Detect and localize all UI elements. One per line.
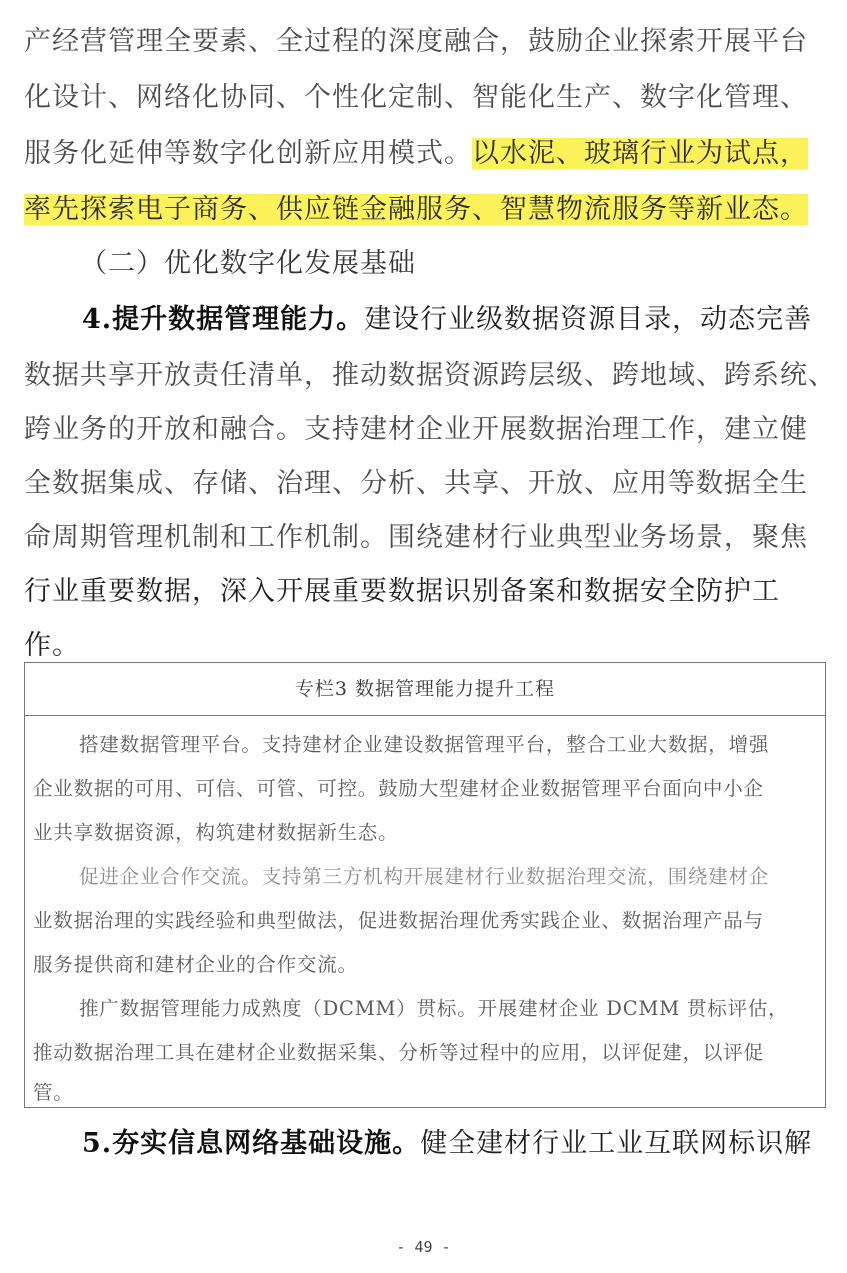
item4-first-line-rest: 建设行业级数据资源目录，动态完善: [364, 304, 813, 335]
box-para3-line-1: 推广数据管理能力成熟度（DCMM）贯标。开展建材企业 DCMM 贯标评估，: [79, 997, 789, 1020]
body-line-3-text: 服务化延伸等数字化创新应用模式。: [24, 138, 472, 169]
item4-first-line: [82, 300, 832, 340]
column-box-title: 专栏3 数据管理能力提升工程: [25, 663, 825, 716]
body-line-2: 化设计、网络化协同、个性化定制、智能化生产、数字化管理、: [24, 82, 808, 113]
column-box: [24, 662, 826, 1108]
box-para3-line-3: 管。: [33, 1081, 74, 1104]
box-para2-line-1: 促进企业合作交流。支持第三方机构开展建材行业数据治理交流，围绕建材企: [79, 865, 770, 888]
item4-title: 4.提升数据管理能力。: [82, 304, 365, 335]
item4-line-3: 全数据集成、存储、治理、分析、共享、开放、应用等数据全生: [24, 468, 808, 499]
item4-line-1: 数据共享开放责任清单，推动数据资源跨层级、跨地域、跨系统、: [24, 360, 836, 391]
section-subheading: （二）优化数字化发展基础: [80, 248, 416, 279]
item4-line-6: 作。: [24, 630, 80, 661]
highlighted-text-1: 以水泥、玻璃行业为试点，: [472, 138, 808, 169]
item5-rest: 健全建材行业工业互联网标识解: [420, 1128, 813, 1159]
box-para1-line-3: 业共享数据资源，构筑建材数据新生态。: [33, 821, 399, 844]
highlighted-text-2: 率先探索电子商务、供应链金融服务、智慧物流服务等新业态。: [24, 194, 808, 225]
body-line-1: 产经营管理全要素、全过程的深度融合，鼓励企业探索开展平台: [24, 26, 808, 57]
box-para3-line-2: 推动数据治理工具在建材企业数据采集、分析等过程中的应用，以评促建，以评促: [33, 1041, 764, 1064]
item4-line-2: 跨业务的开放和融合。支持建材企业开展数据治理工作，建立健: [24, 414, 808, 445]
body-line-4: [24, 190, 824, 230]
box-para2-line-3: 服务提供商和建材企业的合作交流。: [33, 953, 358, 976]
box-para1-line-2: 企业数据的可用、可信、可管、可控。鼓励大型建材企业数据管理平台面向中小企: [33, 777, 764, 800]
item4-line-4: 命周期管理机制和工作机制。围绕建材行业典型业务场景，聚焦: [24, 522, 808, 553]
box-para1-line-1: 搭建数据管理平台。支持建材企业建设数据管理平台，整合工业大数据，增强: [79, 733, 770, 756]
box-para2-line-2: 业数据治理的实践经验和典型做法，促进数据治理优秀实践企业、数据治理产品与: [33, 909, 764, 932]
item5-line: [82, 1124, 832, 1164]
page-number: - 49 -: [396, 1238, 451, 1256]
body-line-3: [24, 134, 824, 174]
item5-title: 5.夯实信息网络基础设施。: [82, 1128, 421, 1159]
item4-line-5: 行业重要数据，深入开展重要数据识别备案和数据安全防护工: [24, 576, 780, 607]
